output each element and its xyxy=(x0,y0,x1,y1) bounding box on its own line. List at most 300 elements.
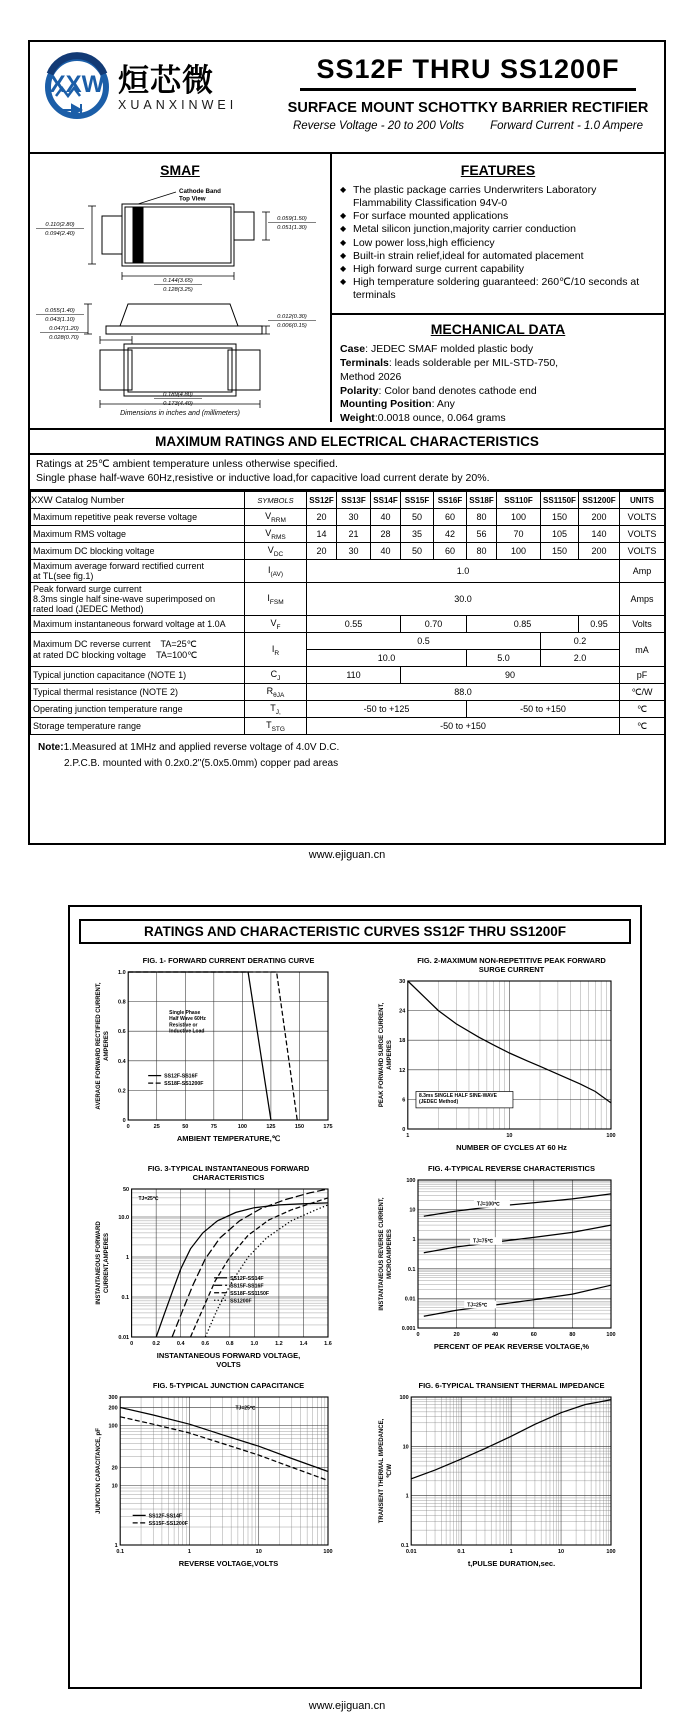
units-cell: Amps xyxy=(620,583,665,616)
fig4-title xyxy=(355,1164,638,1173)
bottom-view-body xyxy=(124,344,236,396)
y-tick-label: 1 xyxy=(125,1254,129,1261)
x-tick-label: 1.2 xyxy=(274,1341,283,1347)
row-label-line: Typical thermal resistance (NOTE 2) xyxy=(33,687,179,698)
dim-standoff-top: 0.012(0.30) xyxy=(277,314,307,320)
value-cell: 0.95 xyxy=(579,616,620,633)
col-header-symbols: SYMBOLS xyxy=(245,492,307,509)
fig3-title xyxy=(72,1164,355,1182)
x-tick-label: 1.4 xyxy=(299,1341,307,1347)
x-tick-label: 10 xyxy=(557,1549,564,1555)
feature-item xyxy=(340,237,656,250)
table-row xyxy=(31,509,665,526)
value-cell: 10.0 xyxy=(307,650,467,667)
symbol-cell: $I_{FSM}$ xyxy=(245,583,307,616)
note-line-1: 1.Measured at 1MHz and applied reverse voltage of 4.0V D.C. xyxy=(63,742,340,754)
symbol-cell: $V_{DC}$ xyxy=(245,543,307,560)
feature-text: Low power loss,high efficiency xyxy=(353,236,495,249)
callout-cathode-band: Cathode Band xyxy=(179,188,221,195)
symbol-cell: $T_{STG}$ xyxy=(245,718,307,735)
page2-footer-url: www.ejiguan.cn xyxy=(308,1700,386,1712)
curve-ss12f-ss16f xyxy=(128,972,271,1120)
y-tick-label: 10.0 xyxy=(117,1214,129,1221)
package-name: SMAF xyxy=(160,162,200,178)
annotation-text: TJ=25℃ xyxy=(137,1195,158,1202)
symbol-subscript: J xyxy=(277,674,281,682)
mechanical-text: :0.0018 ounce, 0.064 grams xyxy=(374,412,506,425)
x-tick-label: 50 xyxy=(181,1124,188,1130)
y-tick-label: 12 xyxy=(398,1067,405,1074)
col-header-ss110f: SS110F xyxy=(497,492,541,509)
bullet-icon: ◆ xyxy=(340,276,347,286)
note-2: 2.P.C.B. mounted with 0.2x0.2"(5.0x5.0mm) copper pad areas xyxy=(64,757,339,769)
value-cell: 140 xyxy=(579,526,620,543)
brand-logo xyxy=(30,42,272,152)
annotation-text: (JEDEC Method) xyxy=(418,1099,458,1106)
x-tick-label: 0.1 xyxy=(115,1549,124,1555)
dim-body-width-top: 0.110(2.80) xyxy=(45,222,75,228)
symbol-cell: $R_{\theta JA}$ xyxy=(245,684,307,701)
figure-xlabel-line: INSTANTANEOUS FORWARD VOLTAGE, xyxy=(156,1351,301,1360)
y-axis-label: CURRENT,AMPERES xyxy=(103,1232,110,1294)
y-tick-label: 0 xyxy=(122,1118,126,1124)
value-cell: 21 xyxy=(337,526,371,543)
fig2-plot xyxy=(375,975,619,1143)
figure-xlabel-line: PERCENT OF PEAK REVERSE VOLTAGE,% xyxy=(433,1342,590,1351)
curve-ss1200f xyxy=(205,1205,328,1337)
page1-footer-url: www.ejiguan.cn xyxy=(308,849,386,861)
figure-title-line: FIG. 5-TYPICAL JUNCTION CAPACITANCE xyxy=(152,1381,305,1390)
fig5 xyxy=(72,1381,355,1568)
mechanical-term: Polarity xyxy=(340,384,379,397)
y-tick-label: 0.1 xyxy=(407,1266,415,1273)
value-cell: 0.70 xyxy=(401,616,467,633)
mechanical-heading: MECHANICAL DATA xyxy=(430,321,566,337)
features-list xyxy=(340,184,656,302)
feature-text: Metal silicon junction,majority carrier conduction xyxy=(353,223,576,236)
table-row xyxy=(31,526,665,543)
x-tick-label: 100 xyxy=(605,1133,616,1139)
callout-line xyxy=(138,192,176,204)
annotation-text: Half Wave 60Hz xyxy=(168,1016,206,1023)
table-row xyxy=(31,684,665,701)
figure-title-line: CHARACTERISTICS xyxy=(192,1173,265,1182)
symbol-subscript: R xyxy=(274,649,280,657)
y-axis-label: AVERAGE FORWARD RECTIFIED CURRENT, xyxy=(95,982,102,1110)
units-cell: ℃ xyxy=(620,701,665,718)
value-cell: 0.5 xyxy=(307,633,541,650)
x-tick-label: 100 xyxy=(605,1332,616,1338)
col-header-ss15f: SS15F xyxy=(401,492,434,509)
symbol-cell: $V_{RRM}$ xyxy=(245,509,307,526)
brand-name-cn: 烜芯微 xyxy=(118,62,214,98)
y-tick-label: 24 xyxy=(398,1008,405,1015)
table-row xyxy=(31,667,665,684)
figure-xlabel-line: REVERSE VOLTAGE,VOLTS xyxy=(178,1559,279,1568)
mechanical-line xyxy=(340,343,656,357)
mechanical-line xyxy=(340,412,656,426)
row-label-line: Storage temperature range xyxy=(33,721,142,732)
symbol-cell: $C_J$ xyxy=(245,667,307,684)
col-header-ss13f: SS13F xyxy=(337,492,371,509)
y-tick-label: 18 xyxy=(398,1038,405,1045)
dim-body-length-top: 0.144(3.65) xyxy=(163,278,193,284)
fig6-title xyxy=(355,1381,638,1390)
x-tick-label: 1 xyxy=(187,1549,191,1555)
device-subtitle: SURFACE MOUNT SCHOTTKY BARRIER RECTIFIER xyxy=(287,100,649,116)
bullet-icon: ◆ xyxy=(340,185,347,194)
dim-body-length-bot: 0.128(3.25) xyxy=(163,287,193,293)
table-row xyxy=(31,633,665,650)
value-cell: 42 xyxy=(434,526,467,543)
annotation-text: TJ=25℃ xyxy=(466,1302,487,1309)
mechanical-text: : JEDEC SMAF molded plastic body xyxy=(365,343,534,355)
fig6-plot xyxy=(375,1391,619,1559)
x-tick-label: 0.8 xyxy=(225,1341,234,1347)
value-cell: 1.0 xyxy=(307,560,620,583)
value-cell: 40 xyxy=(371,543,401,560)
fig6-xlabel xyxy=(355,1559,638,1568)
legend-label: SS18F-SS1150F xyxy=(229,1290,269,1297)
x-tick-label: 100 xyxy=(237,1124,247,1130)
fig3-xlabel xyxy=(72,1351,355,1369)
x-tick-label: 0.01 xyxy=(405,1549,417,1555)
note-1 xyxy=(38,740,656,756)
figure-title-line: FIG. 2-MAXIMUM NON-REPETITIVE PEAK FORWARD xyxy=(417,956,606,965)
row-label-cell xyxy=(31,583,245,616)
mechanical-text: Method 2026 xyxy=(340,370,402,383)
package-and-info xyxy=(30,154,664,430)
figure-title-line: FIG. 6-TYPICAL TRANSIENT THERMAL IMPEDANCE xyxy=(418,1381,605,1390)
y-tick-label: 100 xyxy=(108,1423,118,1430)
x-tick-label: 0.1 xyxy=(456,1549,465,1555)
y-axis-label: INSTANTANEOUS REVERSE CURRENT, xyxy=(378,1197,385,1311)
value-cell: 150 xyxy=(541,543,579,560)
fig3-plot xyxy=(92,1183,336,1351)
bullet-icon: ◆ xyxy=(340,263,347,273)
y-tick-label: 0.01 xyxy=(404,1296,415,1303)
mechanical-line xyxy=(340,398,656,412)
table-row xyxy=(31,543,665,560)
curve-tj-75- xyxy=(423,1225,610,1253)
mechanical-term: Weight xyxy=(340,412,375,425)
feature-item xyxy=(340,210,656,223)
annotation-text: Single Phase xyxy=(168,1009,200,1016)
page2-frame xyxy=(68,905,642,1689)
curves-heading: RATINGS AND CHARACTERISTIC CURVES SS12F THRU SS1200F xyxy=(79,919,631,944)
row-label-cell xyxy=(31,616,245,633)
mechanical-term: Mounting Position xyxy=(340,398,432,411)
value-cell: 200 xyxy=(579,543,620,560)
value-cell: 105 xyxy=(541,526,579,543)
col-header-catalog: XXW Catalog Number xyxy=(31,492,245,509)
col-header-ss1150f: SS1150F xyxy=(541,492,579,509)
page1-frame xyxy=(28,40,666,845)
y-tick-label: 300 xyxy=(108,1395,118,1401)
x-tick-label: 10 xyxy=(255,1549,262,1555)
symbol-subscript: DC xyxy=(273,550,284,558)
fig5-title xyxy=(72,1381,355,1390)
x-tick-label: 1.6 xyxy=(323,1341,332,1347)
y-tick-label: 0.01 xyxy=(117,1335,129,1341)
fig4 xyxy=(355,1164,638,1369)
row-label-cell xyxy=(31,526,245,543)
y-axis-label: INSTANTANEOUS FORWARD xyxy=(95,1221,102,1305)
value-cell: 14 xyxy=(307,526,337,543)
symbol-cell: $V_{RMS}$ xyxy=(245,526,307,543)
figure-title-line: FIG. 3-TYPICAL INSTANTANEOUS FORWARD xyxy=(147,1164,310,1173)
x-tick-label: 20 xyxy=(453,1332,460,1338)
feature-text: High forward surge current capability xyxy=(353,262,524,275)
ratings-condition-1: Ratings at 25℃ ambient temperature unless otherwise specified. xyxy=(36,458,338,471)
package-caption: Dimensions in inches and (millimeters) xyxy=(120,410,240,417)
col-header-units: UNITS xyxy=(620,492,665,509)
top-view-left-lead xyxy=(102,216,122,254)
value-cell: 40 xyxy=(371,509,401,526)
row-label-cell xyxy=(31,543,245,560)
value-cell: 60 xyxy=(434,543,467,560)
x-tick-label: 0 xyxy=(126,1124,130,1130)
row-label-line: Maximum DC reverse current TA=25℃ xyxy=(33,638,197,649)
y-axis-label: TRANSIENT THERMAL IMPEDANCE, xyxy=(378,1418,385,1524)
value-cell: 30 xyxy=(337,543,371,560)
y-tick-label: 1 xyxy=(405,1493,409,1500)
mechanical-line xyxy=(340,357,656,371)
figure-title-line: FIG. 4-TYPICAL REVERSE CHARACTERISTICS xyxy=(428,1164,595,1173)
bottom-view-body-inner xyxy=(128,348,232,392)
legend-label: SS15F-SS1200F xyxy=(148,1520,188,1527)
symbol-subscript: RRM xyxy=(271,516,286,524)
figure-xlabel-line: NUMBER OF CYCLES AT 60 Hz xyxy=(456,1143,567,1152)
dim-body-width-bot: 0.094(2.40) xyxy=(45,231,75,237)
table-header-row xyxy=(31,492,665,509)
mechanical-section xyxy=(332,315,664,428)
value-cell: 20 xyxy=(307,509,337,526)
mechanical-text: : Color band denotes cathode end xyxy=(378,384,537,397)
row-label-line: Peak forward surge current xyxy=(33,584,142,595)
x-tick-label: 1 xyxy=(509,1549,513,1555)
mechanical-line xyxy=(340,371,656,385)
mechanical-text: : Any xyxy=(431,398,455,411)
ratings-condition-2: Single phase half-wave 60Hz,resistive or inductive load,for capacitive load current derate by 20%. xyxy=(36,471,490,484)
dim-overall-length-top: 0.189(4.80) xyxy=(163,392,193,398)
dim-body-height-top: 0.055(1.40) xyxy=(45,308,75,314)
y-tick-label: 10 xyxy=(408,1207,415,1214)
table-row xyxy=(31,616,665,633)
units-cell: ℃/W xyxy=(620,684,665,701)
y-axis-label: ℃/W xyxy=(386,1463,393,1479)
symbol-subscript: θJA xyxy=(273,691,285,699)
tagline-forward-current: Forward Current - 1.0 Ampere xyxy=(490,120,644,132)
y-tick-label: 0.4 xyxy=(117,1058,126,1065)
value-cell: 2.0 xyxy=(541,650,620,667)
col-header-ss12f: SS12F xyxy=(307,492,337,509)
figures-grid xyxy=(70,946,640,1568)
value-cell: 0.55 xyxy=(307,616,401,633)
symbol-subscript: RMS xyxy=(271,533,286,541)
annotation-text: TJ=75℃ xyxy=(472,1238,493,1245)
x-tick-label: 0 xyxy=(415,1332,420,1338)
y-tick-label: 0.1 xyxy=(120,1294,129,1301)
symbol-subscript: F xyxy=(276,623,281,631)
units-cell: mA xyxy=(620,633,665,667)
feature-text: For surface mounted applications xyxy=(353,210,509,223)
cathode-band xyxy=(133,207,143,263)
y-tick-label: 200 xyxy=(108,1405,118,1412)
value-cell: 70 xyxy=(497,526,541,543)
row-label-line: Operating junction temperature range xyxy=(33,704,183,715)
curve-ss12f-ss14f xyxy=(120,1408,328,1472)
y-axis-label: PEAK FORWARD SURGE CURRENT, xyxy=(378,1002,385,1108)
value-cell: 56 xyxy=(467,526,497,543)
y-tick-label: 0.6 xyxy=(117,1029,126,1036)
curve-ss15f-ss16f xyxy=(172,1189,328,1337)
units-cell: VOLTS xyxy=(620,509,665,526)
feature-item xyxy=(340,276,656,302)
bullet-icon: ◆ xyxy=(340,224,347,234)
legend-label: SS12F-SS14F xyxy=(229,1275,264,1282)
fig4-xlabel xyxy=(355,1342,638,1351)
symbol-cell: $I_{(AV)}$ xyxy=(245,560,307,583)
y-tick-label: 0.001 xyxy=(401,1326,415,1332)
row-label-line: Maximum average forward rectified current xyxy=(33,561,205,572)
row-label-line: Maximum instantaneous forward voltage at 1.0A xyxy=(33,619,226,630)
row-label-line: Maximum RMS voltage xyxy=(33,529,127,540)
value-cell: 30.0 xyxy=(307,583,620,616)
row-label-line: 8.3ms single half sine-wave superimposed on xyxy=(33,594,216,605)
y-tick-label: 30 xyxy=(398,979,405,985)
value-cell: 0.85 xyxy=(467,616,579,633)
ratings-heading: MAXIMUM RATINGS AND ELECTRICAL CHARACTERISTICS xyxy=(30,430,664,455)
feature-item xyxy=(340,250,656,263)
value-cell: -50 to +150 xyxy=(467,701,620,718)
legend-label: SS12F-SS14F xyxy=(148,1513,182,1520)
value-cell: 80 xyxy=(467,543,497,560)
row-label-cell xyxy=(31,560,245,583)
dim-standoff-bot: 0.006(0.15) xyxy=(277,323,307,329)
value-cell: 5.0 xyxy=(467,650,541,667)
ratings-conditions xyxy=(30,455,664,491)
x-tick-label: 100 xyxy=(322,1549,333,1555)
info-panel xyxy=(332,154,664,428)
x-tick-label: 80 xyxy=(568,1332,575,1338)
fig1 xyxy=(72,956,355,1152)
col-header-ss14f: SS14F xyxy=(371,492,401,509)
y-axis-label: AMPERES xyxy=(103,1031,110,1061)
row-label-cell xyxy=(31,701,245,718)
legend-label: SS15F-SS16F xyxy=(229,1283,264,1290)
dim-body-height-bot: 0.043(1.10) xyxy=(45,317,75,323)
dim-lead-width-bot: 0.051(1.30) xyxy=(277,225,307,231)
value-cell: -50 to +150 xyxy=(307,718,620,735)
x-tick-label: 60 xyxy=(530,1332,537,1338)
annotation-text: 8.3ms SINGLE HALF SINE-WAVE xyxy=(418,1092,497,1099)
fig3 xyxy=(72,1164,355,1369)
y-tick-label: 0 xyxy=(401,1127,405,1133)
logo-mark-icon xyxy=(40,52,114,124)
bullet-icon: ◆ xyxy=(340,211,347,221)
features-heading: FEATURES xyxy=(460,162,536,178)
bullet-icon: ◆ xyxy=(340,250,347,260)
mechanical-term: Terminals xyxy=(340,356,389,369)
units-cell: Volts xyxy=(620,616,665,633)
x-tick-label: 1.0 xyxy=(250,1341,258,1347)
figure-xlabel-line: AMBIENT TEMPERATURE,℃ xyxy=(176,1134,281,1143)
value-cell: 90 xyxy=(401,667,620,684)
x-tick-label: 100 xyxy=(605,1549,616,1555)
mechanical-text: : leads solderable per MIL-STD-750, xyxy=(388,356,559,369)
dim-overall-length-bot: 0.173(4.40) xyxy=(163,401,193,407)
y-tick-label: 100 xyxy=(405,1178,415,1184)
row-label-line: at TL(see fig.1) xyxy=(33,571,94,582)
x-tick-label: 150 xyxy=(294,1124,304,1130)
x-tick-label: 1 xyxy=(405,1133,409,1139)
mechanical-list xyxy=(340,343,656,426)
table-notes xyxy=(30,735,664,776)
row-label-line: at rated DC blocking voltage TA=100℃ xyxy=(33,649,198,660)
y-tick-label: 1 xyxy=(114,1543,118,1549)
mechanical-term: Case xyxy=(340,343,366,355)
x-tick-label: 75 xyxy=(210,1124,217,1130)
ratings-tagline xyxy=(272,120,664,132)
x-tick-label: 175 xyxy=(322,1124,333,1130)
bullet-icon: ◆ xyxy=(340,237,347,247)
value-cell: 30 xyxy=(337,509,371,526)
y-tick-label: 6 xyxy=(401,1097,405,1104)
package-drawing xyxy=(30,184,330,412)
figure-xlabel-line: VOLTS xyxy=(216,1360,241,1369)
fig4-plot xyxy=(375,1174,619,1342)
figure-title-line: SURGE CURRENT xyxy=(478,965,545,974)
y-tick-label: 20 xyxy=(111,1465,118,1472)
row-label-cell xyxy=(31,667,245,684)
value-cell: 80 xyxy=(467,509,497,526)
package-outline-panel xyxy=(30,154,332,422)
units-cell: VOLTS xyxy=(620,526,665,543)
row-label-line: rated load (JEDEC Method) xyxy=(33,604,144,615)
plot-border xyxy=(418,1180,611,1328)
x-tick-label: 0.6 xyxy=(200,1341,209,1347)
curve-tj-100- xyxy=(423,1194,610,1216)
curve-ss18f-ss1200f xyxy=(128,972,297,1120)
row-label-line: Maximum DC blocking voltage xyxy=(33,546,155,557)
dim-pad-length-bot: 0.028(0.70) xyxy=(49,335,79,341)
y-tick-label: 0.8 xyxy=(117,999,126,1006)
row-label-line: Maximum repetitive peak reverse voltage xyxy=(33,512,198,523)
col-header-ss1200f: SS1200F xyxy=(579,492,620,509)
x-tick-label: 0.4 xyxy=(176,1341,185,1347)
table-row xyxy=(31,718,665,735)
figure-title-line: FIG. 1- FORWARD CURRENT DERATING CURVE xyxy=(142,956,315,965)
side-view-base xyxy=(106,326,262,334)
plot-border xyxy=(128,972,328,1120)
symbol-subscript: J, xyxy=(275,708,281,716)
value-cell: 35 xyxy=(401,526,434,543)
table-row xyxy=(31,560,665,583)
feature-text: The plastic package carries Underwriters Laboratory Flammability Classification 94V-0 xyxy=(353,184,597,210)
bottom-view-left-pad xyxy=(100,350,132,390)
value-cell: 100 xyxy=(497,543,541,560)
y-tick-label: 10 xyxy=(111,1483,118,1490)
feature-item xyxy=(340,184,656,210)
fig6 xyxy=(355,1381,638,1568)
legend-label: SS12F-SS16F xyxy=(163,1073,198,1080)
symbol-subscript: STG xyxy=(271,725,285,733)
bottom-view-right-pad xyxy=(228,350,260,390)
annotation-text: TJ=25℃ xyxy=(234,1405,255,1412)
row-label-cell xyxy=(31,718,245,735)
x-tick-label: 10 xyxy=(505,1133,512,1139)
